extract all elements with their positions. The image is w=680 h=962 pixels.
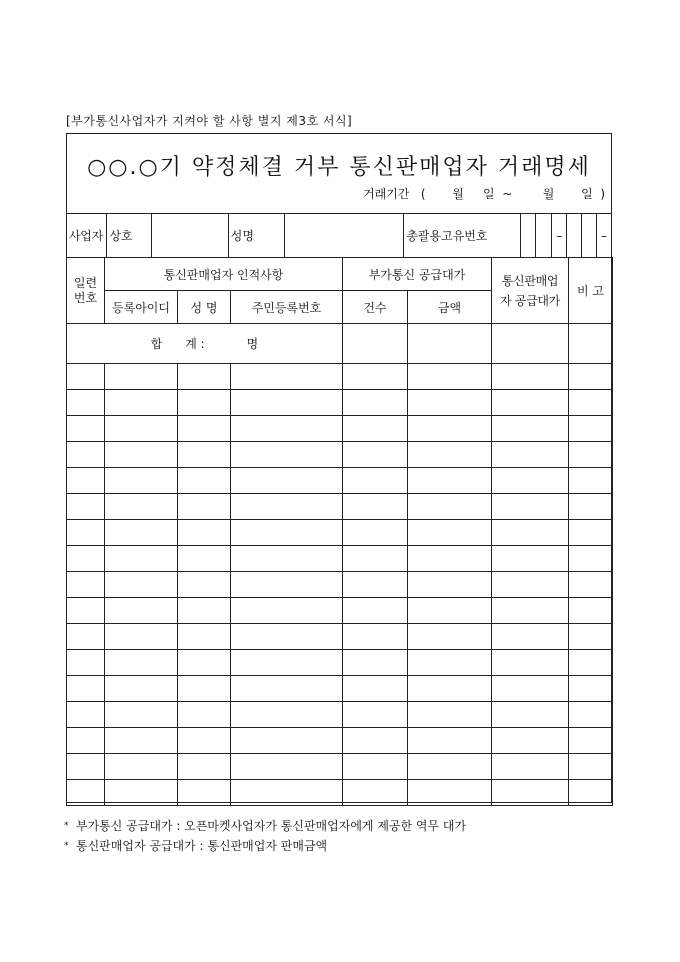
person-name-header: 성 명 <box>178 291 231 324</box>
remarks-cell[interactable] <box>569 754 613 780</box>
reg-id-cell[interactable] <box>105 780 178 806</box>
serial-cell[interactable] <box>67 754 105 780</box>
serial-cell[interactable] <box>67 624 105 650</box>
seller-fee-cell[interactable] <box>492 546 569 572</box>
serial-cell[interactable] <box>67 442 105 468</box>
table-row <box>67 780 613 806</box>
operator-label: 사업자 <box>67 214 107 258</box>
person-name-cell[interactable] <box>178 494 231 520</box>
amount-cell[interactable] <box>408 754 492 780</box>
period-open: ( <box>420 186 426 201</box>
remarks-cell[interactable] <box>569 676 613 702</box>
serial-cell[interactable] <box>67 416 105 442</box>
seller-fee-cell[interactable] <box>492 780 569 806</box>
seller-fee-cell[interactable] <box>492 520 569 546</box>
person-name-cell[interactable] <box>178 468 231 494</box>
seller-fee-header: 통신판매업자 공급대가 <box>492 258 569 324</box>
reg-id-cell[interactable] <box>105 546 178 572</box>
remarks-cell[interactable] <box>569 442 613 468</box>
count-cell[interactable] <box>343 546 408 572</box>
reg-id-cell[interactable] <box>105 364 178 390</box>
amount-cell[interactable] <box>408 650 492 676</box>
serial-cell[interactable] <box>67 546 105 572</box>
period-tilde: ~ <box>502 186 513 201</box>
count-cell[interactable] <box>343 624 408 650</box>
table-row <box>67 364 613 390</box>
amount-cell[interactable] <box>408 520 492 546</box>
total-remarks-cell[interactable] <box>569 324 613 364</box>
serial-cell[interactable] <box>67 390 105 416</box>
vas-fee-header: 부가통신 공급대가 <box>343 258 492 291</box>
amount-cell[interactable] <box>408 572 492 598</box>
seller-fee-cell[interactable] <box>492 468 569 494</box>
table-row <box>67 390 613 416</box>
count-cell[interactable] <box>343 676 408 702</box>
seller-fee-cell[interactable] <box>492 494 569 520</box>
remarks-header: 비 고 <box>569 258 613 324</box>
footnotes <box>64 816 466 856</box>
seller-fee-cell[interactable] <box>492 754 569 780</box>
serial-cell[interactable] <box>67 598 105 624</box>
person-name-cell[interactable] <box>178 676 231 702</box>
count-cell[interactable] <box>343 390 408 416</box>
period-day-1: 일 <box>482 187 495 201</box>
remarks-cell[interactable] <box>569 702 613 728</box>
period-close: ) <box>600 186 605 201</box>
serial-cell[interactable] <box>67 780 105 806</box>
unique-no-label: 총괄용고유번호 <box>404 214 521 258</box>
reg-id-cell[interactable] <box>105 702 178 728</box>
amount-cell[interactable] <box>408 546 492 572</box>
reg-id-cell[interactable] <box>105 728 178 754</box>
count-cell[interactable] <box>343 572 408 598</box>
person-name-cell[interactable] <box>178 364 231 390</box>
resident-no-cell[interactable] <box>231 702 343 728</box>
amount-cell[interactable] <box>408 702 492 728</box>
amount-cell[interactable] <box>408 780 492 806</box>
serial-cell[interactable] <box>67 520 105 546</box>
resident-no-cell[interactable] <box>231 598 343 624</box>
amount-cell[interactable] <box>408 676 492 702</box>
reg-id-cell[interactable] <box>105 520 178 546</box>
serial-cell[interactable] <box>67 702 105 728</box>
resident-no-cell[interactable] <box>231 546 343 572</box>
table-row <box>67 650 613 676</box>
remarks-cell[interactable] <box>569 572 613 598</box>
reg-id-cell[interactable] <box>105 390 178 416</box>
amount-cell[interactable] <box>408 416 492 442</box>
total-unit: 명 <box>246 337 259 351</box>
detail-table <box>66 257 613 806</box>
count-cell[interactable] <box>343 598 408 624</box>
seller-fee-cell[interactable] <box>492 572 569 598</box>
resident-no-cell[interactable] <box>231 442 343 468</box>
remarks-cell[interactable] <box>569 624 613 650</box>
person-name-cell[interactable] <box>178 624 231 650</box>
person-name-cell[interactable] <box>178 546 231 572</box>
reg-id-cell[interactable] <box>105 416 178 442</box>
count-cell[interactable] <box>343 468 408 494</box>
amount-cell[interactable] <box>408 442 492 468</box>
reg-id-header: 등록아이디 <box>105 291 178 324</box>
table-row <box>67 624 613 650</box>
table-row <box>67 676 613 702</box>
amount-cell[interactable] <box>408 468 492 494</box>
header-row-1 <box>67 258 613 291</box>
remarks-cell[interactable] <box>569 390 613 416</box>
count-cell[interactable] <box>343 442 408 468</box>
reg-id-cell[interactable] <box>105 676 178 702</box>
person-name-cell[interactable] <box>178 702 231 728</box>
person-name-cell[interactable] <box>178 598 231 624</box>
period-month-1: 월 <box>452 187 464 201</box>
seller-fee-cell[interactable] <box>492 624 569 650</box>
resident-no-cell[interactable] <box>231 780 343 806</box>
person-name-cell[interactable] <box>178 572 231 598</box>
form-title: ○○.○기 약정체결 거부 통신판매업자 거래명세 <box>87 155 591 180</box>
table-row <box>67 494 613 520</box>
resident-no-cell[interactable] <box>231 676 343 702</box>
table-row <box>67 728 613 754</box>
footnote-bullet: * <box>64 821 69 831</box>
unique-no-digit[interactable] <box>521 214 536 258</box>
remarks-cell[interactable] <box>569 598 613 624</box>
footnote-item <box>64 816 466 836</box>
count-cell[interactable] <box>343 650 408 676</box>
remarks-cell[interactable] <box>569 494 613 520</box>
seller-fee-cell[interactable] <box>492 702 569 728</box>
amount-cell[interactable] <box>408 624 492 650</box>
remarks-cell[interactable] <box>569 468 613 494</box>
unique-no-dash: – <box>552 214 567 258</box>
resident-no-cell[interactable] <box>231 390 343 416</box>
footnote-item <box>64 836 466 856</box>
reg-id-cell[interactable] <box>105 468 178 494</box>
table-row <box>67 702 613 728</box>
person-name-cell[interactable] <box>178 754 231 780</box>
unique-no-digit[interactable] <box>567 214 582 258</box>
person-name-cell[interactable] <box>178 650 231 676</box>
reg-id-cell[interactable] <box>105 598 178 624</box>
seller-fee-cell[interactable] <box>492 442 569 468</box>
resident-no-cell[interactable] <box>231 624 343 650</box>
remarks-cell[interactable] <box>569 546 613 572</box>
table-row <box>67 442 613 468</box>
serial-cell[interactable] <box>67 364 105 390</box>
count-cell[interactable] <box>343 416 408 442</box>
reg-id-cell[interactable] <box>105 650 178 676</box>
resident-no-cell[interactable] <box>231 494 343 520</box>
amount-cell[interactable] <box>408 598 492 624</box>
count-header: 건수 <box>343 291 408 324</box>
unique-no-digit[interactable] <box>536 214 552 258</box>
trade-name-cell[interactable] <box>152 214 229 258</box>
resident-no-cell[interactable] <box>231 520 343 546</box>
unique-no-dash: – <box>596 214 611 258</box>
count-cell[interactable] <box>343 520 408 546</box>
reg-id-cell[interactable] <box>105 624 178 650</box>
count-cell[interactable] <box>343 494 408 520</box>
period-month-2: 월 <box>542 187 555 201</box>
serial-cell[interactable] <box>67 572 105 598</box>
table-row <box>67 572 613 598</box>
amount-cell[interactable] <box>408 364 492 390</box>
reg-id-cell[interactable] <box>105 494 178 520</box>
resident-no-cell[interactable] <box>231 572 343 598</box>
reg-id-cell[interactable] <box>105 442 178 468</box>
count-cell[interactable] <box>343 728 408 754</box>
seller-fee-cell[interactable] <box>492 364 569 390</box>
serial-header: 일련번호 <box>67 258 105 324</box>
name-cell[interactable] <box>285 214 404 258</box>
seller-fee-cell[interactable] <box>492 416 569 442</box>
resident-no-cell[interactable] <box>231 416 343 442</box>
person-name-cell[interactable] <box>178 780 231 806</box>
total-label <box>67 324 343 364</box>
footnote-text: 통신판매업자 공급대가 : 통신판매업자 판매금액 <box>76 839 328 853</box>
unique-no-digit[interactable] <box>582 214 597 258</box>
total-seller-fee-cell[interactable] <box>492 324 569 364</box>
table-row <box>67 546 613 572</box>
count-cell[interactable] <box>343 364 408 390</box>
seller-fee-cell[interactable] <box>492 728 569 754</box>
resident-no-cell[interactable] <box>231 650 343 676</box>
remarks-cell[interactable] <box>569 364 613 390</box>
total-count-cell[interactable] <box>343 324 408 364</box>
person-name-cell[interactable] <box>178 390 231 416</box>
remarks-cell[interactable] <box>569 728 613 754</box>
seller-fee-cell[interactable] <box>492 598 569 624</box>
footnote-bullet: * <box>64 841 69 851</box>
resident-no-cell[interactable] <box>231 728 343 754</box>
table-row <box>67 520 613 546</box>
statement-form <box>66 133 612 803</box>
form-caption: [부가통신사업자가 지켜야 할 사항 별지 제3호 서식] <box>66 114 353 128</box>
person-name-cell[interactable] <box>178 728 231 754</box>
period-day-2: 일 <box>581 187 593 201</box>
name-label: 성명 <box>228 214 284 258</box>
amount-cell[interactable] <box>408 390 492 416</box>
statement-table <box>66 213 612 258</box>
seller-fee-cell[interactable] <box>492 676 569 702</box>
seller-fee-cell[interactable] <box>492 390 569 416</box>
person-name-cell[interactable] <box>178 442 231 468</box>
amount-cell[interactable] <box>408 728 492 754</box>
total-sum-label: 합 <box>150 337 163 351</box>
footnote-text: 부가통신 공급대가 : 오픈마켓사업자가 통신판매업자에게 제공한 역무 대가 <box>76 819 467 833</box>
person-name-cell[interactable] <box>178 520 231 546</box>
transaction-period <box>363 185 605 202</box>
serial-cell[interactable] <box>67 650 105 676</box>
remarks-cell[interactable] <box>569 520 613 546</box>
count-cell[interactable] <box>343 754 408 780</box>
person-name-cell[interactable] <box>178 416 231 442</box>
reg-id-cell[interactable] <box>105 754 178 780</box>
table-row <box>67 416 613 442</box>
remarks-cell[interactable] <box>569 650 613 676</box>
seller-fee-cell[interactable] <box>492 650 569 676</box>
resident-no-header: 주민등록번호 <box>231 291 343 324</box>
table-row <box>67 598 613 624</box>
seller-info-header: 통신판매업자 인적사항 <box>105 258 343 291</box>
resident-no-cell[interactable] <box>231 468 343 494</box>
remarks-cell[interactable] <box>569 416 613 442</box>
amount-header: 금액 <box>408 291 492 324</box>
table-row <box>67 754 613 780</box>
total-count-label: 계 : <box>185 337 205 351</box>
total-row <box>67 324 613 364</box>
resident-no-cell[interactable] <box>231 754 343 780</box>
reg-id-cell[interactable] <box>105 572 178 598</box>
amount-cell[interactable] <box>408 494 492 520</box>
total-amount-cell[interactable] <box>408 324 492 364</box>
business-row <box>67 214 612 258</box>
period-label: 거래기간 <box>363 187 410 201</box>
serial-cell[interactable] <box>67 728 105 754</box>
table-row <box>67 468 613 494</box>
serial-cell[interactable] <box>67 468 105 494</box>
trade-name-label: 상호 <box>107 214 152 258</box>
count-cell[interactable] <box>343 780 408 806</box>
serial-cell[interactable] <box>67 676 105 702</box>
resident-no-cell[interactable] <box>231 364 343 390</box>
count-cell[interactable] <box>343 702 408 728</box>
serial-cell[interactable] <box>67 494 105 520</box>
remarks-cell[interactable] <box>569 780 613 806</box>
